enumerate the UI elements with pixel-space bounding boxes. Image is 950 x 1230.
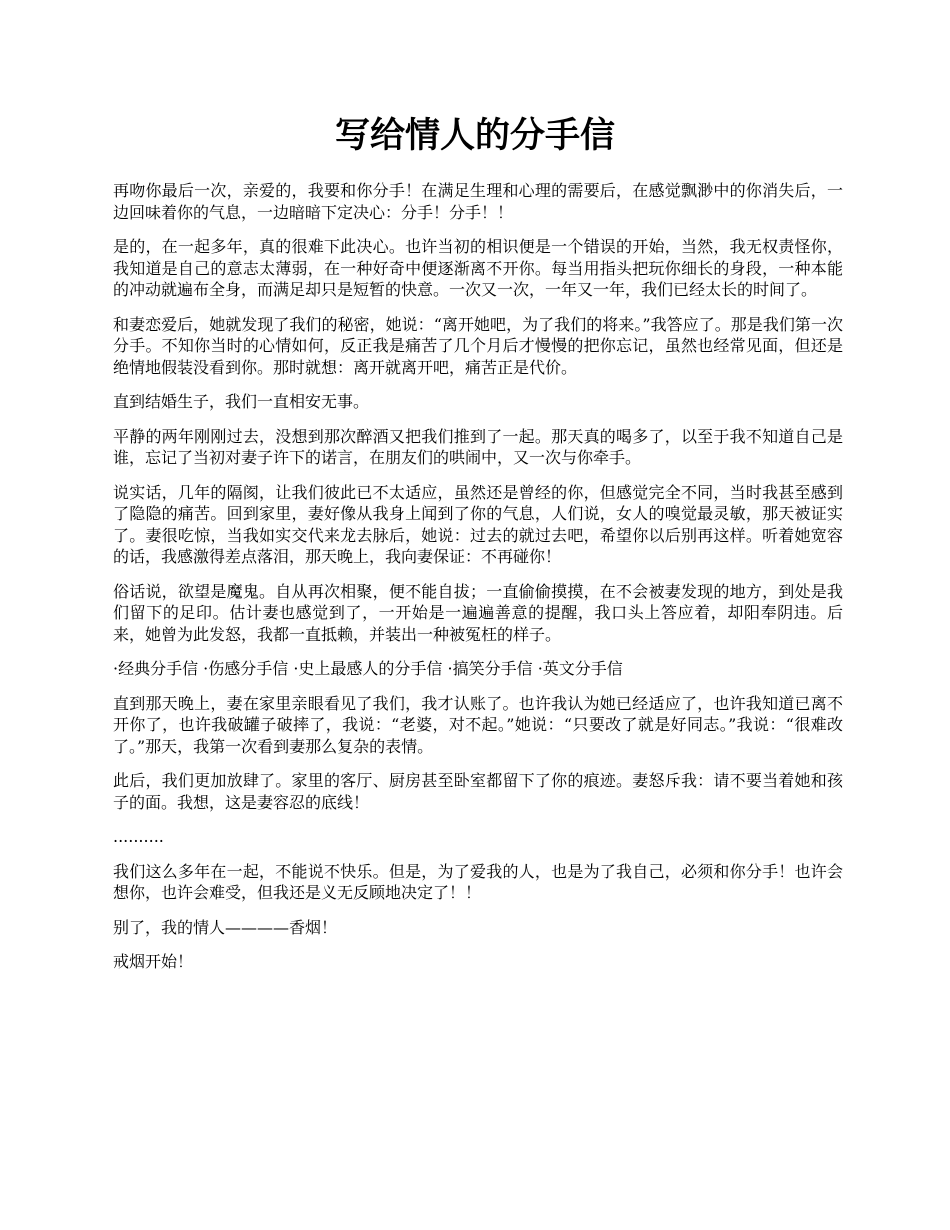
paragraph-1: 再吻你最后一次，亲爱的，我要和你分手！在满足生理和心理的需要后，在感觉飘渺中的你消失后，一边回味着你的气息，一边暗暗下定决心：分手！分手！！ xyxy=(113,181,843,222)
paragraph-3: 和妻恋爱后，她就发现了我们的秘密，她说：“离开她吧，为了我们的将来。”我答应了。那是我们第一次分手。不知你当时的心情如何，反正我是痛苦了几个月后才慢慢的把你忘记，虽然也经常见面，但还是绝情地假装没看到你。那时就想：离开就离开吧，痛苦正是代价。 xyxy=(113,314,843,377)
paragraph-9: 直到那天晚上，妻在家里亲眼看见了我们，我才认账了。也许我认为她已经适应了，也许我知道已离不开你了，也许我破罐子破摔了，我说：“老婆，对不起。”她说：“只要改了就是好同志。”我说：“很难改了。”那天，我第一次看到妻那么复杂的表情。 xyxy=(113,693,843,756)
paragraph-10: 此后，我们更加放肆了。家里的客厅、厨房甚至卧室都留下了你的痕迹。妻怒斥我：请不要当着她和孩子的面。我想，这是妻容忍的底线！ xyxy=(113,771,843,812)
paragraph-5: 平静的两年刚刚过去，没想到那次醉酒又把我们推到了一起。那天真的喝多了，以至于我不知道自己是谁，忘记了当初对妻子许下的诺言，在朋友们的哄闹中，又一次与你牵手。 xyxy=(113,426,843,467)
paragraph-13: 别了，我的情人————香烟！ xyxy=(113,917,338,937)
paragraph-12: 我们这么多年在一起，不能说不快乐。但是，为了爱我的人，也是为了我自己，必须和你分手！也许会想你，也许会难受，但我还是义无反顾地决定了！！ xyxy=(113,861,843,902)
ellipsis-line: .......... xyxy=(113,827,164,846)
paragraph-14: 戒烟开始！ xyxy=(113,952,194,971)
paragraph-2: 是的，在一起多年，真的很难下此决心。也许当初的相识便是一个错误的开始，当然，我无权责怪你，我知道是自己的意志太薄弱，在一种好奇中便逐渐离不开你。每当用指头把玩你细长的身段，一种本能的冲动就遍布全身，而满足却只是短暂的快意。一次又一次，一年又一年，我们已经太长的时间了。 xyxy=(113,237,843,299)
page-title: 写给情人的分手信 xyxy=(334,115,615,156)
document-body xyxy=(113,180,843,986)
paragraph-4: 直到结婚生子，我们一直相安无事。 xyxy=(113,392,370,411)
paragraph-6: 说实话，几年的隔阂，让我们彼此已不太适应，虽然还是曾经的你，但感觉完全不同，当时我甚至感到了隐隐的痛苦。回到家里，妻好像从我身上闻到了你的气息，人们说，女人的嗅觉最灵敏，那天被证实了。妻很吃惊，当我如实交代来龙去脉后，她说：过去的就过去吧，希望你以后别再这样。听着她宽容的话，我感激得差点落泪，那天晚上，我向妻保证：不再碰你！ xyxy=(113,482,843,566)
related-links-line: ·经典分手信 ·伤感分手信 ·史上最感人的分手信 ·搞笑分手信 ·英文分手信 xyxy=(113,659,623,678)
paragraph-7: 俗话说，欲望是魔鬼。自从再次相聚，便不能自拔；一直偷偷摸摸，在不会被妻发现的地方，到处是我们留下的足印。估计妻也感觉到了，一开始是一遍遍善意的提醒，我口头上答应着，却阳奉阴违。后来，她曾为此发怒，我都一直抵赖，并装出一种被冤枉的样子。 xyxy=(113,581,843,644)
